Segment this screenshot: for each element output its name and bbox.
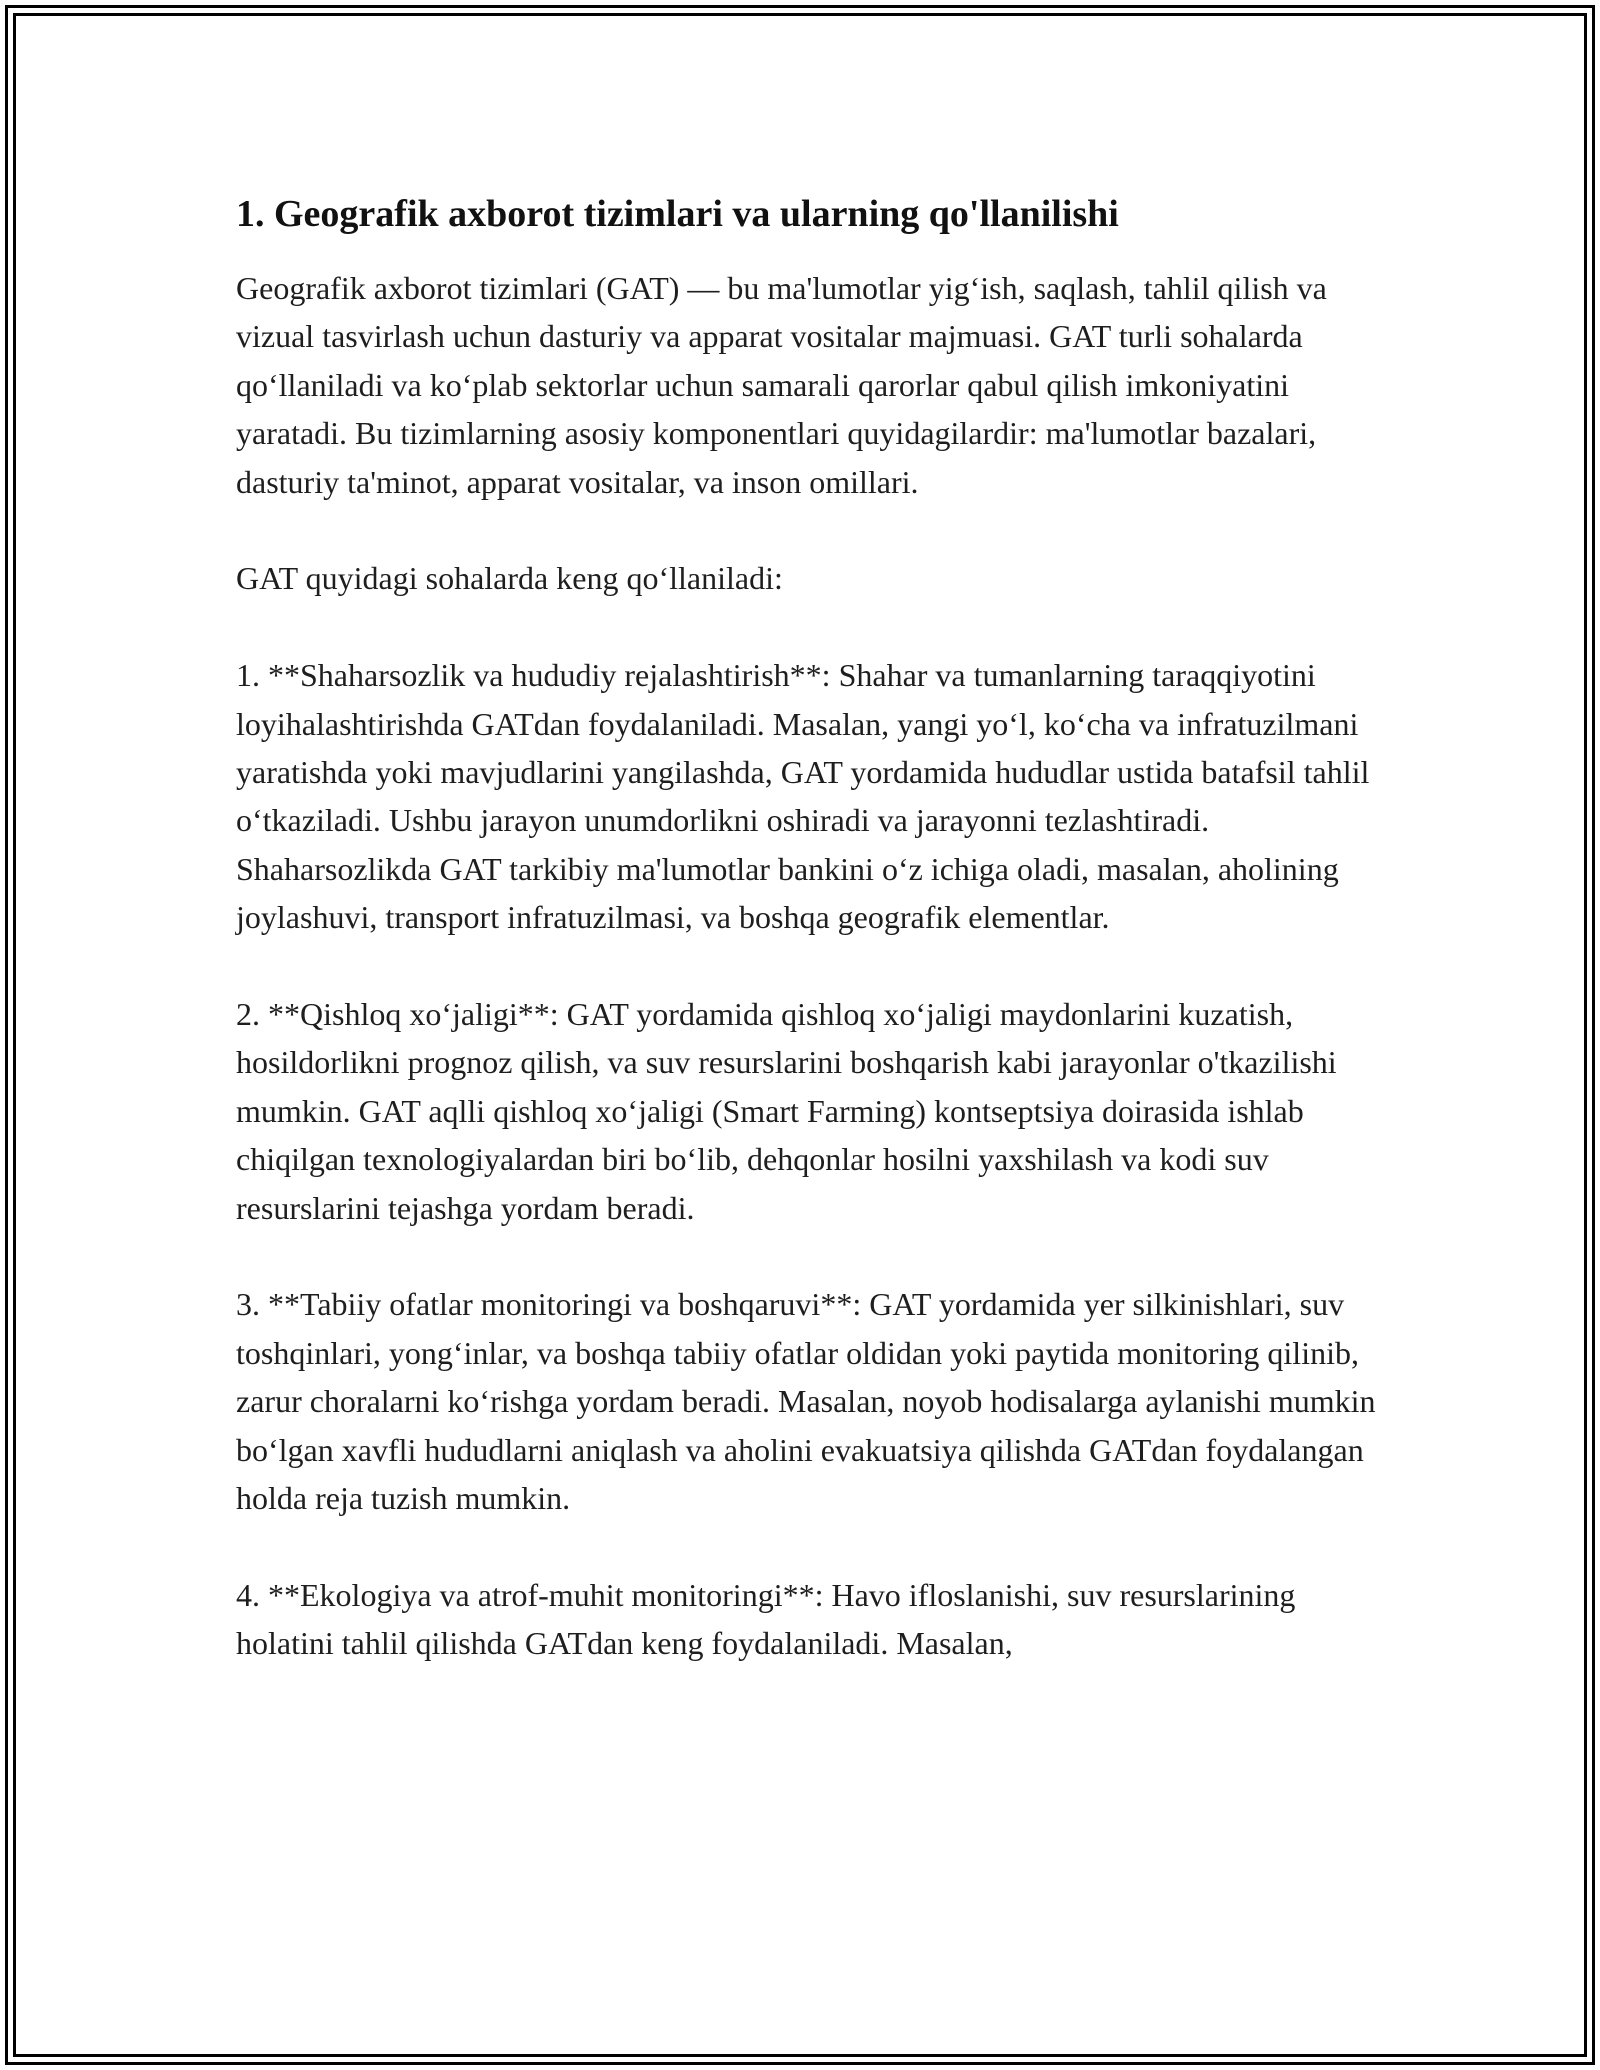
document-body [236,186,1376,1668]
ecology-paragraph: 4. **Ekologiya va atrof-muhit monitoringi**: Havo ifloslanishi, suv resurslarining holatini tahlil qilishda GATdan keng foydalaniladi. Masalan, [236,1576,1296,1662]
urban-planning-paragraph: 1. **Shaharsozlik va hududiy rejalashtirish**: Shahar va tumanlarning taraqqiyotini loyihalashtirishda GATdan foydalaniladi. Masalan, yangi yo‘l, ko‘cha va infratuzilmani yaratishda yoki mavjudlarini yangilashda, GAT yordamida hududlar ustida batafsil tahlil o‘tkaziladi. Ushbu jarayon unumdorlikni oshiradi va jarayonni tezlashtiradi. Shaharsozlikda GAT tarkibiy ma'lumotlar bankini o‘z ichiga oladi, masalan, aholining joylashuvi, transport infratuzilmasi, va boshqa geografik elementlar. [236,657,1370,936]
agriculture-paragraph: 2. **Qishloq xo‘jaligi**: GAT yordamida qishloq xo‘jaligi maydonlarini kuzatish, hosildorlikni prognoz qilish, va suv resurslarini boshqarish kabi jarayonlar o'tkazilishi mumkin. GAT aqlli qishloq xo‘jaligi (Smart Farming) kontseptsiya doirasida ishlab chiqilgan texnologiyalardan biri bo‘lib, dehqonlar hosilni yaxshilash va kodi suv resurslarini tejashga yordam beradi. [236,996,1337,1226]
intro-paragraph: Geografik axborot tizimlari (GAT) — bu ma'lumotlar yig‘ish, saqlash, tahlil qilish va vizual tasvirlash uchun dasturiy va apparat vositalar majmuasi. GAT turli sohalarda qo‘llaniladi va ko‘plab sektorlar uchun samarali qarorlar qabul qilish imkoniyatini yaratadi. Bu tizimlarning asosiy komponentlari quyidagilardir: ma'lumotlar bazalari, dasturiy ta'minot, apparat vositalar, va inson omillari. [236,270,1327,500]
section-heading: 1. Geografik axborot tizimlari va ularning qo'llanilishi [236,193,1119,235]
applications-lead-paragraph: GAT quyidagi sohalarda keng qo‘llaniladi: [236,560,783,597]
natural-disasters-paragraph: 3. **Tabiiy ofatlar monitoringi va boshqaruvi**: GAT yordamida yer silkinishlari, suv toshqinlari, yong‘inlar, va boshqa tabiiy ofatlar oldidan yoki paytida monitoring qilinib, zarur choralarni ko‘rishga yordam beradi. Masalan, noyob hodisalarga aylanishi mumkin bo‘lgan xavfli hududlarni aniqlash va aholini evakuatsiya qilishda GATdan foydalangan holda reja tuzish mumkin. [236,1286,1376,1517]
